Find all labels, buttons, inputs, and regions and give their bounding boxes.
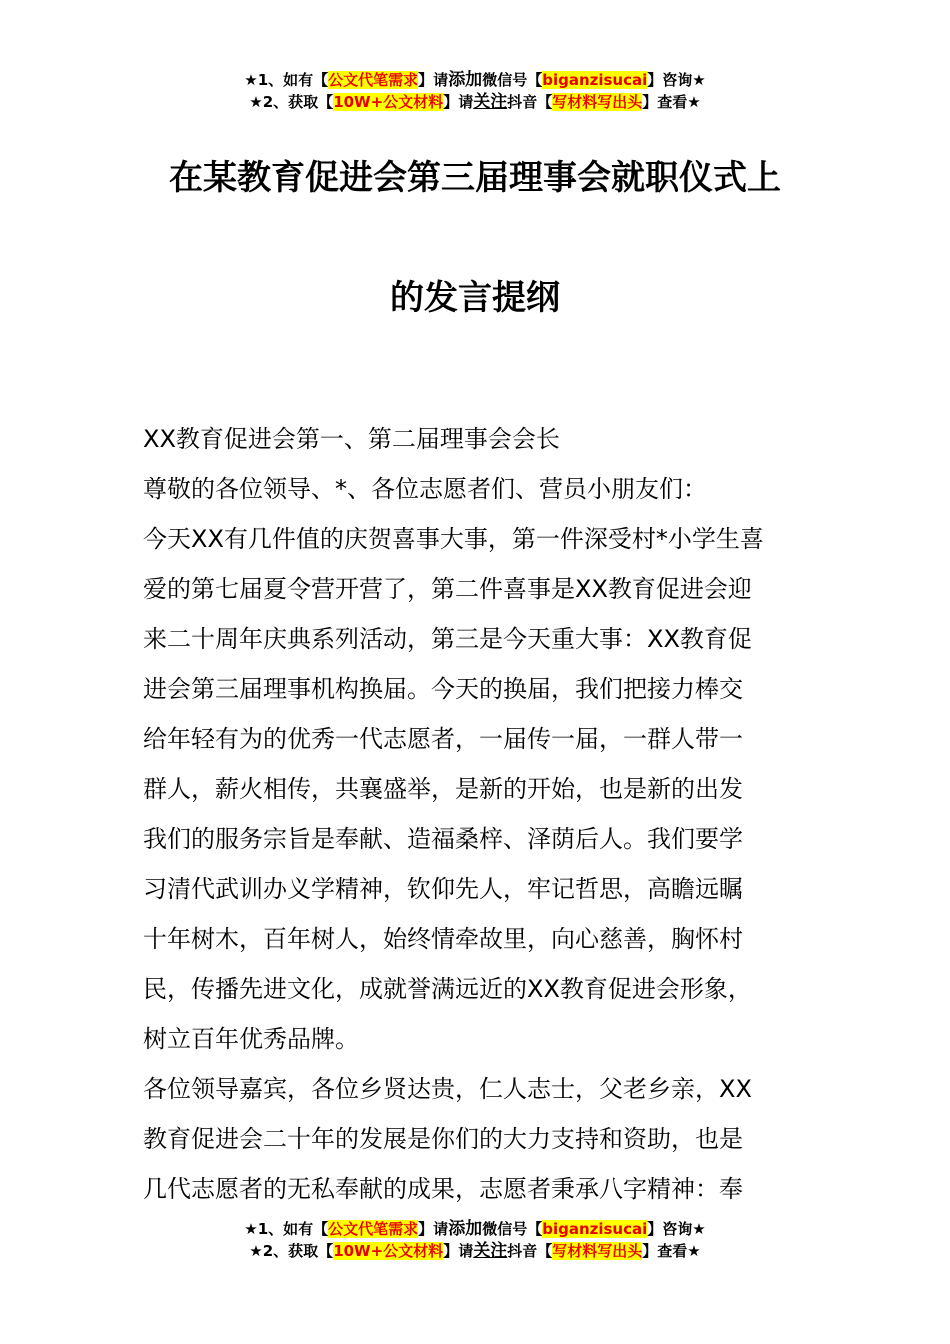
promo-emphasis: 添加 xyxy=(448,1219,483,1239)
promo-text: 】咨询★ xyxy=(647,1220,706,1238)
document-title-line-1: 在某教育促进会第三届理事会就职仪式上 xyxy=(169,158,781,198)
promo-text: 抖音【 xyxy=(507,1242,553,1260)
body-line: 爱的第七届夏令营开营了，第二件喜事是XX教育促进会迎 xyxy=(143,575,752,603)
promo-text: 】查看★ xyxy=(642,93,701,111)
promo-highlight: 写材料写出头 xyxy=(552,1242,643,1260)
promo-line-1 xyxy=(0,69,950,91)
document-title-line-2: 的发言提纲 xyxy=(390,278,560,318)
promo-highlight: 公文代笔需求 xyxy=(328,1220,419,1238)
promo-highlight: 10W+公文材料 xyxy=(333,93,444,111)
promo-text: 】请 xyxy=(418,1220,449,1238)
promo-text: 】请 xyxy=(418,71,449,89)
promo-text: 】查看★ xyxy=(642,1242,701,1260)
promo-text: 微信号【 xyxy=(482,71,543,89)
promo-text: 】咨询★ xyxy=(647,71,706,89)
promo-banner-top xyxy=(0,69,950,113)
body-line: 来二十周年庆典系列活动，第三是今天重大事：XX教育促 xyxy=(143,625,752,653)
promo-text: ★2、获取【 xyxy=(249,93,334,111)
document-body xyxy=(143,414,813,1214)
body-line: 我们的服务宗旨是奉献、造福桑梓、泽荫后人。我们要学 xyxy=(143,825,743,853)
promo-line-1 xyxy=(0,1218,950,1240)
promo-text: ★1、如有【 xyxy=(244,71,329,89)
promo-highlight: 公文代笔需求 xyxy=(328,71,419,89)
body-line: 给年轻有为的优秀一代志愿者，一届传一届，一群人带一 xyxy=(143,725,743,753)
promo-text: ★2、获取【 xyxy=(249,1242,334,1260)
body-line: 进会第三届理事机构换届。今天的换届，我们把接力棒交 xyxy=(143,675,743,703)
body-line: 树立百年优秀品牌。 xyxy=(143,1025,359,1053)
body-line: 各位领导嘉宾，各位乡贤达贵，仁人志士，父老乡亲，XX xyxy=(143,1075,752,1103)
promo-highlight: biganzisucai xyxy=(542,71,648,89)
body-line: 群人，薪火相传，共襄盛举，是新的开始，也是新的出发 xyxy=(143,775,743,803)
promo-line-2 xyxy=(0,1240,950,1262)
promo-emphasis: 添加 xyxy=(448,70,483,90)
promo-text: ★1、如有【 xyxy=(244,1220,329,1238)
promo-highlight: 写材料写出头 xyxy=(552,93,643,111)
body-line: 十年树木，百年树人，始终情牵故里，向心慈善，胸怀村 xyxy=(143,925,743,953)
body-line: XX教育促进会第一、第二届理事会会长 xyxy=(143,425,560,453)
body-line: 民，传播先进文化，成就誉满远近的XX教育促进会形象， xyxy=(143,975,752,1003)
promo-line-2 xyxy=(0,91,950,113)
body-line: 教育促进会二十年的发展是你们的大力支持和资助，也是 xyxy=(143,1125,743,1153)
promo-banner-bottom xyxy=(0,1218,950,1262)
promo-text: 】请 xyxy=(443,1242,474,1260)
promo-emphasis: 关注 xyxy=(473,92,508,112)
promo-text: 微信号【 xyxy=(482,1220,543,1238)
promo-emphasis: 关注 xyxy=(473,1241,508,1261)
promo-text: 抖音【 xyxy=(507,93,553,111)
body-line: 几代志愿者的无私奉献的成果，志愿者秉承八字精神：奉 xyxy=(143,1175,743,1203)
body-line: 习清代武训办义学精神，钦仰先人，牢记哲思，高瞻远瞩 xyxy=(143,875,743,903)
body-line: 今天XX有几件值的庆贺喜事大事，第一件深受村*小学生喜 xyxy=(143,525,764,553)
promo-highlight: 10W+公文材料 xyxy=(333,1242,444,1260)
promo-text: 】请 xyxy=(443,93,474,111)
promo-highlight: biganzisucai xyxy=(542,1220,648,1238)
body-line: 尊敬的各位领导、*、各位志愿者们、营员小朋友们： xyxy=(143,475,707,503)
